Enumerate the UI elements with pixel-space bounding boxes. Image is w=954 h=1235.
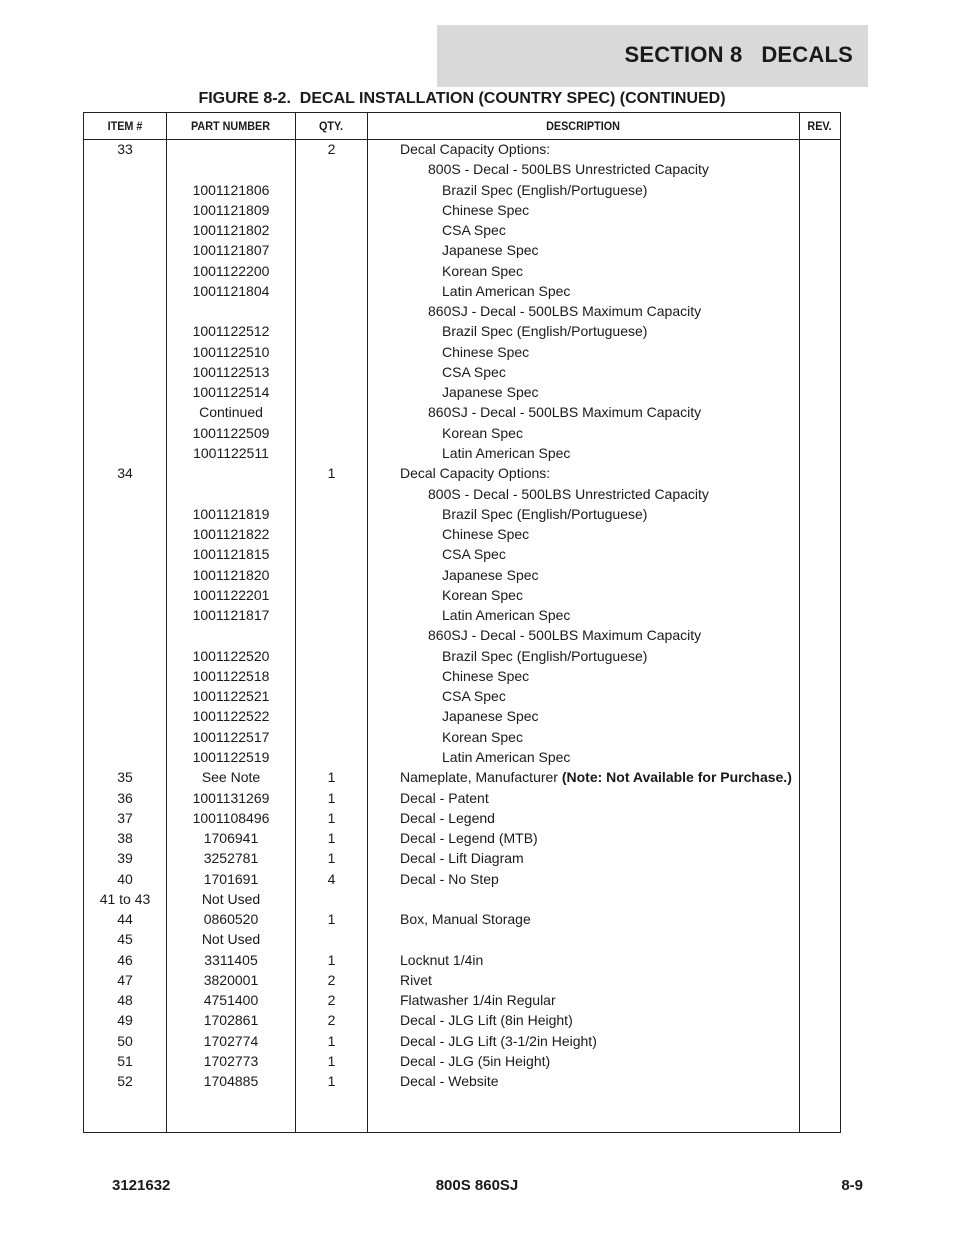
description <box>428 404 701 420</box>
description <box>442 729 523 745</box>
description-text: Box, Manual Storage <box>400 911 531 928</box>
table-row <box>84 587 840 607</box>
part-number: 0860520 <box>203 911 259 928</box>
description-text: Decal - No Step <box>400 870 499 887</box>
table-row <box>84 931 840 951</box>
table-row <box>84 202 840 222</box>
description-text: Korean Spec <box>442 262 523 279</box>
part-number: 1702773 <box>203 1052 259 1069</box>
table-row <box>84 222 840 242</box>
part-number: 1001122513 <box>192 363 270 380</box>
description-text: CSA Spec <box>442 363 506 380</box>
table-row <box>84 729 840 749</box>
part-number: 3252781 <box>203 850 259 867</box>
part-number: 1001122510 <box>192 343 270 360</box>
part-number: 1001122509 <box>192 424 270 441</box>
description <box>400 141 550 157</box>
description-text: Japanese Spec <box>442 242 539 259</box>
description-text: Brazil Spec (English/Portuguese) <box>442 647 648 664</box>
description <box>428 161 709 177</box>
table-row <box>84 688 840 708</box>
column-header-qty: QTY. <box>318 119 343 133</box>
footer-page-number: 8-9 <box>841 1177 863 1194</box>
item-number: 41 to 43 <box>99 890 151 907</box>
part-number: 1001131269 <box>192 789 270 806</box>
table-row <box>84 830 840 850</box>
column-header-rev: REV. <box>807 119 832 133</box>
part-number: 1001122519 <box>192 748 270 765</box>
part-number: 1001108496 <box>192 809 270 826</box>
description-text: Korean Spec <box>442 728 523 745</box>
description <box>442 526 529 542</box>
table-row <box>84 323 840 343</box>
description-text: Brazil Spec (English/Portuguese) <box>442 181 648 198</box>
header-divider <box>84 139 840 140</box>
description <box>400 850 524 866</box>
description-text: Korean Spec <box>442 586 523 603</box>
description <box>400 911 531 927</box>
part-number: 1001121822 <box>192 526 270 543</box>
part-number: 1001122518 <box>192 667 270 684</box>
item-number: 47 <box>117 971 133 988</box>
description <box>442 425 523 441</box>
description <box>400 790 489 806</box>
quantity: 1 <box>327 1032 336 1049</box>
item-number: 51 <box>117 1052 133 1069</box>
item-number: 34 <box>117 465 133 482</box>
table-row <box>84 263 840 283</box>
description <box>400 992 556 1008</box>
quantity: 1 <box>327 951 336 968</box>
description-text: Locknut 1/4in <box>400 951 484 968</box>
description <box>442 202 529 218</box>
part-number: 1001122200 <box>192 262 270 279</box>
description-text: 860SJ - Decal - 500LBS Maximum Capacity <box>428 627 702 644</box>
part-number: 1001121817 <box>192 607 270 624</box>
item-number: 39 <box>117 850 133 867</box>
part-number: 1702861 <box>203 1012 259 1029</box>
part-number: Continued <box>199 404 263 421</box>
item-number: 35 <box>117 769 133 786</box>
description <box>442 587 523 603</box>
item-number: 46 <box>117 951 133 968</box>
description-text: Rivet <box>400 971 432 988</box>
description-text: Japanese Spec <box>442 384 539 401</box>
description <box>442 688 506 704</box>
quantity: 1 <box>327 465 336 482</box>
item-number: 44 <box>117 911 133 928</box>
table-row <box>84 1033 840 1053</box>
quantity: 1 <box>327 1052 336 1069</box>
part-number: 1001122511 <box>193 444 269 461</box>
column-header-part-number: PART NUMBER <box>190 119 271 133</box>
quantity: 1 <box>327 1073 336 1090</box>
table-row <box>84 810 840 830</box>
table-row <box>84 708 840 728</box>
quantity: 4 <box>327 870 336 887</box>
description-text: Brazil Spec (English/Portuguese) <box>442 323 648 340</box>
description-text: Latin American Spec <box>442 444 571 461</box>
description-text: Flatwasher 1/4in Regular <box>400 992 556 1009</box>
item-number: 40 <box>117 870 133 887</box>
description <box>442 263 523 279</box>
table-row <box>84 445 840 465</box>
description <box>442 648 647 664</box>
item-number: 36 <box>117 789 133 806</box>
part-number: 1704885 <box>203 1073 259 1090</box>
part-number: 1702774 <box>203 1032 259 1049</box>
table-row <box>84 1012 840 1032</box>
description-text: 860SJ - Decal - 500LBS Maximum Capacity <box>428 303 702 320</box>
table-row <box>84 891 840 911</box>
description <box>442 445 570 461</box>
part-number: 1001122514 <box>192 384 270 401</box>
description-text: Latin American Spec <box>442 607 571 624</box>
quantity: 1 <box>327 769 336 786</box>
part-number: 1001122521 <box>192 688 270 705</box>
description <box>442 668 529 684</box>
description-text: Decal - Legend <box>400 809 495 826</box>
table-row <box>84 1073 840 1093</box>
description <box>442 708 539 724</box>
description-text: Decal - Website <box>400 1073 499 1090</box>
description-text: 800S - Decal - 500LBS Unrestricted Capacity <box>428 485 709 502</box>
description-text: CSA Spec <box>442 222 506 239</box>
part-number: 1001121820 <box>192 566 270 583</box>
quantity: 1 <box>327 830 336 847</box>
description-text: Decal Capacity Options: <box>400 465 551 482</box>
part-number: 1001122520 <box>192 647 270 664</box>
part-number: 1001121806 <box>192 181 270 198</box>
table-row <box>84 1053 840 1073</box>
item-number: 49 <box>117 1012 133 1029</box>
table-row <box>84 648 840 668</box>
description-text: Decal Capacity Options: <box>400 141 551 157</box>
description-text: Chinese Spec <box>442 201 530 218</box>
column-header-item: ITEM # <box>107 119 143 133</box>
part-number: 1001121809 <box>192 201 270 218</box>
table-row <box>84 668 840 688</box>
quantity: 1 <box>327 911 336 928</box>
description-text: Brazil Spec (English/Portuguese) <box>442 505 648 522</box>
table-row <box>84 790 840 810</box>
table-row <box>84 242 840 262</box>
item-number: 52 <box>117 1073 133 1090</box>
figure-title: FIGURE 8-2. DECAL INSTALLATION (COUNTRY SPEC) (CONTINUED) <box>198 90 726 107</box>
part-number: 1001122201 <box>192 586 270 603</box>
table-row <box>84 364 840 384</box>
footer-model: 800S 860SJ <box>435 1177 519 1194</box>
description <box>400 1033 597 1049</box>
item-number: 33 <box>117 141 133 157</box>
table-row <box>84 911 840 931</box>
description <box>400 972 432 988</box>
description <box>400 465 550 481</box>
description-text: 860SJ - Decal - 500LBS Maximum Capacity <box>428 404 702 421</box>
table-row <box>84 769 840 789</box>
table-row <box>84 972 840 992</box>
description <box>400 871 499 887</box>
item-number: 50 <box>117 1032 133 1049</box>
description-text: Decal - JLG (5in Height) <box>400 1052 551 1069</box>
description <box>442 323 647 339</box>
parts-table <box>83 112 841 1133</box>
table-row <box>84 749 840 769</box>
column-header-description: DESCRIPTION <box>546 119 620 133</box>
description-text: Nameplate, Manufacturer <box>400 769 562 786</box>
description-text: Chinese Spec <box>442 667 530 684</box>
quantity: 2 <box>327 992 336 1009</box>
description <box>442 749 570 765</box>
part-number: 1001121819 <box>192 505 270 522</box>
table-row <box>84 526 840 546</box>
table-row <box>84 344 840 364</box>
table-row <box>84 161 840 181</box>
description <box>428 627 701 643</box>
description <box>442 384 539 400</box>
section-header-box <box>437 25 868 87</box>
description <box>400 769 792 785</box>
description-text: Latin American Spec <box>442 282 571 299</box>
description <box>400 810 495 826</box>
description <box>428 303 701 319</box>
table-row <box>84 465 840 485</box>
part-number: 1001121802 <box>192 222 270 239</box>
part-number: 4751400 <box>203 992 259 1009</box>
quantity: 2 <box>327 1012 336 1029</box>
table-row <box>84 303 840 323</box>
item-number: 45 <box>117 931 133 948</box>
description-text: Decal - Legend (MTB) <box>400 830 538 847</box>
description-text: Decal - JLG Lift (8in Height) <box>400 1012 573 1029</box>
table-row <box>84 384 840 404</box>
footer-doc-number: 3121632 <box>112 1177 171 1194</box>
part-number: 1706941 <box>203 830 259 847</box>
part-number: 1701691 <box>203 870 259 887</box>
quantity: 2 <box>327 141 336 157</box>
quantity: 2 <box>327 971 336 988</box>
description <box>442 567 539 583</box>
description <box>400 1053 550 1069</box>
description-text: CSA Spec <box>442 688 506 705</box>
quantity: 1 <box>327 789 336 806</box>
part-number: 1001122517 <box>192 728 270 745</box>
table-row <box>84 486 840 506</box>
table-row <box>84 141 840 161</box>
description <box>400 1012 573 1028</box>
part-number: 3820001 <box>203 971 259 988</box>
description-text: Japanese Spec <box>442 708 539 725</box>
table-row <box>84 871 840 891</box>
part-number: 1001122522 <box>192 708 270 725</box>
description-text: Chinese Spec <box>442 343 530 360</box>
description <box>442 546 506 562</box>
description-note: (Note: Not Available for Purchase.) <box>561 769 792 786</box>
part-number: 1001122512 <box>192 323 270 340</box>
table-row <box>84 283 840 303</box>
item-number: 48 <box>117 992 133 1009</box>
table-row <box>84 404 840 424</box>
item-number: 38 <box>117 830 133 847</box>
table-row <box>84 952 840 972</box>
description-text: Decal - Patent <box>400 789 489 806</box>
table-row <box>84 425 840 445</box>
description-text: CSA Spec <box>442 546 506 563</box>
part-number: Not Used <box>201 931 261 948</box>
description <box>400 952 483 968</box>
description <box>442 182 647 198</box>
table-row <box>84 607 840 627</box>
description <box>400 1073 499 1089</box>
description <box>442 607 570 623</box>
description-text: Latin American Spec <box>442 748 571 765</box>
description <box>442 506 647 522</box>
description <box>442 344 529 360</box>
table-row <box>84 567 840 587</box>
part-number: 1001121807 <box>192 242 270 259</box>
part-number: See Note <box>201 769 261 786</box>
description <box>442 222 506 238</box>
table-row <box>84 506 840 526</box>
quantity: 1 <box>327 850 336 867</box>
item-number: 37 <box>117 809 133 826</box>
table-row <box>84 992 840 1012</box>
description-text: Decal - Lift Diagram <box>400 850 524 867</box>
description <box>400 830 538 846</box>
section-title: SECTION 8 DECALS <box>624 42 853 67</box>
quantity: 1 <box>327 809 336 826</box>
table-row <box>84 627 840 647</box>
description <box>442 364 506 380</box>
description <box>442 242 539 258</box>
description <box>442 283 570 299</box>
table-body <box>84 141 840 1093</box>
part-number: 1001121815 <box>192 546 270 563</box>
description-text: Korean Spec <box>442 424 523 441</box>
description-text: Decal - JLG Lift (3-1/2in Height) <box>400 1032 597 1049</box>
description-text: 800S - Decal - 500LBS Unrestricted Capacity <box>428 161 709 178</box>
part-number: 3311405 <box>204 951 258 968</box>
description-text: Japanese Spec <box>442 566 539 583</box>
part-number: 1001121804 <box>192 282 270 299</box>
table-row <box>84 182 840 202</box>
part-number: Not Used <box>201 890 261 907</box>
table-row <box>84 850 840 870</box>
table-row <box>84 546 840 566</box>
description-text: Chinese Spec <box>442 526 530 543</box>
description <box>428 486 709 502</box>
